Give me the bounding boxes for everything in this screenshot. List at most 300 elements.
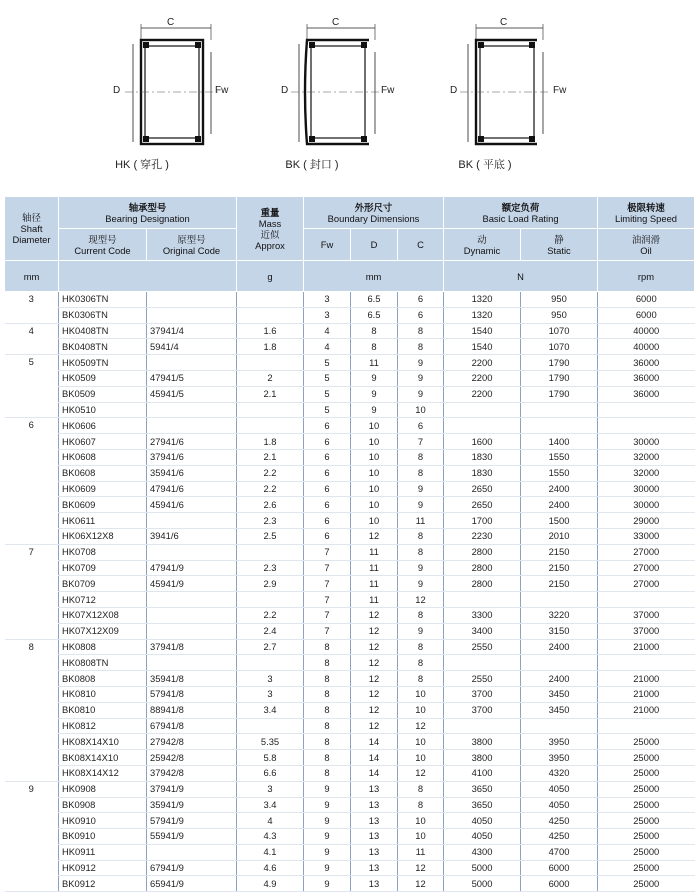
d-cell: 11	[351, 355, 398, 371]
dynamic-load-cell	[444, 402, 521, 418]
c-cell: 11	[398, 513, 444, 529]
original-code-cell	[147, 623, 237, 639]
fw-cell: 8	[304, 750, 351, 766]
current-code-cell: HK0709	[59, 560, 147, 576]
mass-cell	[237, 655, 304, 671]
fw-cell: 8	[304, 718, 351, 734]
d-cell: 10	[351, 481, 398, 497]
unit-mass: g	[237, 261, 304, 292]
shaft-diameter-cell: 9	[5, 781, 59, 892]
limiting-speed-cell	[598, 592, 695, 608]
c-cell: 8	[398, 781, 444, 797]
limiting-speed-cell: 25000	[598, 765, 695, 781]
c-cell: 8	[398, 797, 444, 813]
static-load-cell	[521, 402, 598, 418]
c-cell: 9	[398, 576, 444, 592]
dynamic-load-cell: 2200	[444, 355, 521, 371]
fw-cell: 5	[304, 402, 351, 418]
table-row	[5, 844, 695, 860]
c-cell: 12	[398, 718, 444, 734]
diagram-caption: BK ( 封口 )	[285, 159, 339, 171]
limiting-speed-cell	[598, 655, 695, 671]
mass-cell: 2.3	[237, 513, 304, 529]
fw-cell: 4	[304, 339, 351, 355]
d-cell: 12	[351, 702, 398, 718]
original-code-cell: 25942/8	[147, 750, 237, 766]
dynamic-load-cell: 4050	[444, 813, 521, 829]
table-row	[5, 560, 695, 576]
diagram-caption: HK ( 穿孔 )	[115, 159, 169, 171]
c-cell: 12	[398, 592, 444, 608]
original-code-cell: 57941/8	[147, 686, 237, 702]
c-cell: 11	[398, 844, 444, 860]
fw-cell: 8	[304, 765, 351, 781]
current-code-cell: BK0709	[59, 576, 147, 592]
c-cell: 6	[398, 418, 444, 434]
table-row	[5, 576, 695, 592]
mass-cell: 2.1	[237, 449, 304, 465]
mass-cell	[237, 544, 304, 560]
d-cell: 8	[351, 323, 398, 339]
original-code-header: 原型号 Original Code	[147, 229, 237, 261]
static-header: 静 Static	[521, 229, 598, 261]
dynamic-load-cell: 3650	[444, 781, 521, 797]
static-load-cell: 4700	[521, 844, 598, 860]
boundary-dimensions-header: 外形尺寸 Boundary Dimensions	[304, 197, 444, 229]
d-cell: 12	[351, 528, 398, 544]
current-code-cell: BK0608	[59, 465, 147, 481]
original-code-cell	[147, 513, 237, 529]
dynamic-load-cell: 2200	[444, 370, 521, 386]
table-body	[5, 292, 695, 892]
table-row	[5, 781, 695, 797]
limiting-speed-cell: 25000	[598, 750, 695, 766]
c-label: C	[332, 17, 340, 28]
unit-speed: rpm	[598, 261, 695, 292]
table-row	[5, 639, 695, 655]
bk-sealed-drawing	[275, 0, 445, 160]
current-code-cell: HK0608	[59, 449, 147, 465]
current-code-cell: HK0912	[59, 860, 147, 876]
mass-cell: 3	[237, 781, 304, 797]
c-cell: 6	[398, 292, 444, 308]
d-cell: 12	[351, 623, 398, 639]
dynamic-load-cell: 1830	[444, 465, 521, 481]
dynamic-load-cell: 2800	[444, 544, 521, 560]
current-code-cell: BK0408TN	[59, 339, 147, 355]
shaft-diameter-cell: 6	[5, 418, 59, 544]
current-code-cell: BK0912	[59, 876, 147, 892]
mass-cell: 2.4	[237, 623, 304, 639]
table-row	[5, 655, 695, 671]
static-load-cell: 1550	[521, 449, 598, 465]
current-code-cell: BK0808	[59, 671, 147, 687]
fw-cell: 5	[304, 355, 351, 371]
table-row	[5, 307, 695, 323]
static-load-cell: 1550	[521, 465, 598, 481]
d-cell: 12	[351, 671, 398, 687]
original-code-cell: 47941/9	[147, 560, 237, 576]
original-code-cell: 5941/4	[147, 339, 237, 355]
limiting-speed-cell: 32000	[598, 449, 695, 465]
limiting-speed-cell: 36000	[598, 355, 695, 371]
current-code-cell: BK0910	[59, 829, 147, 845]
dynamic-load-cell: 3700	[444, 702, 521, 718]
fw-cell: 9	[304, 860, 351, 876]
static-load-cell: 4250	[521, 813, 598, 829]
fw-cell: 8	[304, 639, 351, 655]
d-cell: 11	[351, 560, 398, 576]
mass-cell: 4.9	[237, 876, 304, 892]
original-code-cell: 47941/6	[147, 481, 237, 497]
limiting-speed-cell: 27000	[598, 544, 695, 560]
mass-cell: 2.7	[237, 639, 304, 655]
limiting-speed-cell: 21000	[598, 686, 695, 702]
d-cell: 12	[351, 607, 398, 623]
c-cell: 8	[398, 655, 444, 671]
d-cell: 9	[351, 386, 398, 402]
table-row	[5, 465, 695, 481]
current-code-cell: BK0306TN	[59, 307, 147, 323]
d-cell: 13	[351, 829, 398, 845]
mass-cell	[237, 402, 304, 418]
dynamic-load-cell	[444, 718, 521, 734]
dynamic-load-cell: 1540	[444, 323, 521, 339]
d-label: D	[450, 85, 458, 96]
dynamic-load-cell: 1320	[444, 307, 521, 323]
table-row	[5, 370, 695, 386]
fw-cell: 7	[304, 592, 351, 608]
table-row	[5, 829, 695, 845]
dynamic-load-cell: 2800	[444, 576, 521, 592]
current-code-cell: HK0911	[59, 844, 147, 860]
limiting-speed-cell: 25000	[598, 876, 695, 892]
hk-drawing	[105, 0, 275, 160]
static-load-cell: 2400	[521, 481, 598, 497]
original-code-cell: 45941/6	[147, 497, 237, 513]
original-code-cell: 27941/6	[147, 434, 237, 450]
table-row	[5, 418, 695, 434]
fw-cell: 6	[304, 481, 351, 497]
mass-cell: 2.2	[237, 465, 304, 481]
mass-cell: 2.1	[237, 386, 304, 402]
current-code-cell: HK0609	[59, 481, 147, 497]
shaft-diameter-cell: 7	[5, 544, 59, 639]
c-cell: 8	[398, 671, 444, 687]
dynamic-load-cell: 2550	[444, 671, 521, 687]
mass-cell: 6.6	[237, 765, 304, 781]
d-cell: 13	[351, 797, 398, 813]
d-cell: 8	[351, 339, 398, 355]
c-cell: 8	[398, 449, 444, 465]
dynamic-load-cell: 1540	[444, 339, 521, 355]
dynamic-load-cell: 1600	[444, 434, 521, 450]
original-code-cell	[147, 418, 237, 434]
c-header: C	[398, 229, 444, 261]
d-cell: 14	[351, 750, 398, 766]
original-code-cell: 37941/4	[147, 323, 237, 339]
c-cell: 12	[398, 765, 444, 781]
c-cell: 10	[398, 734, 444, 750]
d-header: D	[351, 229, 398, 261]
shaft-diameter-header: 轴径 Shaft Diameter	[5, 197, 59, 261]
dynamic-load-cell	[444, 418, 521, 434]
d-cell: 14	[351, 734, 398, 750]
current-code-cell: HK0611	[59, 513, 147, 529]
d-cell: 6.5	[351, 307, 398, 323]
fw-cell: 6	[304, 528, 351, 544]
original-code-cell: 67941/8	[147, 718, 237, 734]
c-cell: 8	[398, 323, 444, 339]
d-cell: 6.5	[351, 292, 398, 308]
shaft-diameter-cell: 3	[5, 292, 59, 324]
table-row	[5, 592, 695, 608]
limiting-speed-cell	[598, 718, 695, 734]
limiting-speed-cell: 40000	[598, 323, 695, 339]
c-cell: 9	[398, 497, 444, 513]
mass-cell	[237, 292, 304, 308]
current-code-cell: HK07X12X08	[59, 607, 147, 623]
static-load-cell: 1790	[521, 370, 598, 386]
current-code-cell: BK0609	[59, 497, 147, 513]
current-code-cell: BK0509	[59, 386, 147, 402]
limiting-speed-cell: 40000	[598, 339, 695, 355]
limiting-speed-cell: 6000	[598, 307, 695, 323]
current-code-cell: BK0810	[59, 702, 147, 718]
original-code-cell	[147, 607, 237, 623]
static-load-cell: 4320	[521, 765, 598, 781]
limiting-speed-cell: 21000	[598, 702, 695, 718]
dynamic-load-cell: 3700	[444, 686, 521, 702]
dynamic-load-cell: 2550	[444, 639, 521, 655]
static-load-cell: 4050	[521, 781, 598, 797]
original-code-cell: 45941/9	[147, 576, 237, 592]
mass-cell: 1.8	[237, 339, 304, 355]
diagram-bk-flat	[445, 0, 615, 195]
dynamic-load-cell: 4100	[444, 765, 521, 781]
dynamic-load-cell: 3650	[444, 797, 521, 813]
fw-cell: 4	[304, 323, 351, 339]
current-code-cell: HK08X14X10	[59, 734, 147, 750]
mass-cell: 3	[237, 671, 304, 687]
current-code-cell: HK0808	[59, 639, 147, 655]
current-code-cell: HK0606	[59, 418, 147, 434]
current-code-cell: HK0607	[59, 434, 147, 450]
table-row	[5, 355, 695, 371]
c-cell: 9	[398, 560, 444, 576]
c-cell: 10	[398, 750, 444, 766]
current-code-cell: HK0712	[59, 592, 147, 608]
limiting-speed-cell: 27000	[598, 576, 695, 592]
limiting-speed-cell: 25000	[598, 844, 695, 860]
mass-cell: 2.2	[237, 481, 304, 497]
original-code-cell	[147, 844, 237, 860]
mass-cell: 2.9	[237, 576, 304, 592]
fw-cell: 9	[304, 781, 351, 797]
fw-cell: 6	[304, 497, 351, 513]
c-cell: 10	[398, 813, 444, 829]
static-load-cell: 3450	[521, 686, 598, 702]
fw-cell: 8	[304, 655, 351, 671]
static-load-cell: 950	[521, 307, 598, 323]
limiting-speed-cell: 6000	[598, 292, 695, 308]
static-load-cell: 2010	[521, 528, 598, 544]
limiting-speed-cell: 30000	[598, 434, 695, 450]
mass-cell: 2.3	[237, 560, 304, 576]
c-cell: 9	[398, 481, 444, 497]
table-row	[5, 671, 695, 687]
original-code-cell	[147, 655, 237, 671]
static-load-cell: 4050	[521, 797, 598, 813]
fw-cell: 8	[304, 702, 351, 718]
d-cell: 13	[351, 813, 398, 829]
mass-cell: 1.6	[237, 323, 304, 339]
current-code-header: 现型号 Current Code	[59, 229, 147, 261]
shaft-diameter-cell: 8	[5, 639, 59, 781]
fw-cell: 6	[304, 449, 351, 465]
dynamic-load-cell: 4050	[444, 829, 521, 845]
d-cell: 13	[351, 781, 398, 797]
current-code-cell: HK0306TN	[59, 292, 147, 308]
table-row	[5, 607, 695, 623]
mass-cell: 3	[237, 686, 304, 702]
mass-cell: 3.4	[237, 702, 304, 718]
c-label: C	[500, 17, 508, 28]
static-load-cell: 3950	[521, 750, 598, 766]
mass-cell: 4	[237, 813, 304, 829]
d-cell: 11	[351, 592, 398, 608]
dynamic-load-cell: 3800	[444, 750, 521, 766]
c-cell: 9	[398, 355, 444, 371]
fw-cell: 7	[304, 560, 351, 576]
dynamic-load-cell: 3300	[444, 607, 521, 623]
original-code-cell: 37942/8	[147, 765, 237, 781]
dynamic-load-cell: 3800	[444, 734, 521, 750]
dynamic-load-cell: 5000	[444, 876, 521, 892]
fw-header: Fw	[304, 229, 351, 261]
mass-cell	[237, 307, 304, 323]
mass-cell	[237, 418, 304, 434]
dynamic-load-cell: 4300	[444, 844, 521, 860]
d-cell: 10	[351, 513, 398, 529]
limiting-speed-cell: 21000	[598, 671, 695, 687]
fw-cell: 9	[304, 876, 351, 892]
original-code-cell: 35941/8	[147, 671, 237, 687]
c-cell: 12	[398, 860, 444, 876]
fw-cell: 3	[304, 292, 351, 308]
static-load-cell: 2150	[521, 544, 598, 560]
fw-label: Fw	[381, 85, 395, 96]
fw-cell: 5	[304, 370, 351, 386]
table-row	[5, 797, 695, 813]
d-label: D	[281, 85, 289, 96]
mass-cell	[237, 355, 304, 371]
d-cell: 12	[351, 639, 398, 655]
static-load-cell: 2400	[521, 497, 598, 513]
limiting-speed-cell: 25000	[598, 781, 695, 797]
static-load-cell: 2150	[521, 576, 598, 592]
fw-label: Fw	[215, 85, 229, 96]
original-code-cell: 3941/6	[147, 528, 237, 544]
table-row	[5, 292, 695, 308]
d-cell: 10	[351, 418, 398, 434]
dynamic-load-cell: 2650	[444, 497, 521, 513]
d-cell: 10	[351, 497, 398, 513]
c-cell: 8	[398, 465, 444, 481]
limiting-speed-cell: 25000	[598, 829, 695, 845]
static-load-cell: 3220	[521, 607, 598, 623]
table-row	[5, 497, 695, 513]
mass-cell: 5.35	[237, 734, 304, 750]
limiting-speed-cell: 33000	[598, 528, 695, 544]
dynamic-load-cell	[444, 655, 521, 671]
limiting-speed-cell: 36000	[598, 386, 695, 402]
c-cell: 8	[398, 544, 444, 560]
current-code-cell: HK0510	[59, 402, 147, 418]
bk-flat-drawing	[445, 0, 615, 160]
dynamic-load-cell: 2800	[444, 560, 521, 576]
mass-cell: 2.5	[237, 528, 304, 544]
unit-load: N	[444, 261, 598, 292]
original-code-cell: 47941/5	[147, 370, 237, 386]
mass-header: 重量 Mass 近似 Approx	[237, 197, 304, 261]
limiting-speed-cell: 25000	[598, 797, 695, 813]
bearing-spec-table	[4, 196, 695, 892]
original-code-cell: 37941/6	[147, 449, 237, 465]
dynamic-load-cell: 1830	[444, 449, 521, 465]
original-code-cell	[147, 402, 237, 418]
dynamic-load-cell: 5000	[444, 860, 521, 876]
static-load-cell	[521, 718, 598, 734]
limiting-speed-cell: 27000	[598, 560, 695, 576]
table-row	[5, 528, 695, 544]
d-cell: 14	[351, 765, 398, 781]
limiting-speed-cell	[598, 418, 695, 434]
mass-cell: 5.8	[237, 750, 304, 766]
static-load-cell: 950	[521, 292, 598, 308]
c-label: C	[167, 17, 175, 28]
fw-cell: 6	[304, 434, 351, 450]
dynamic-header: 动 Dynamic	[444, 229, 521, 261]
fw-cell: 6	[304, 513, 351, 529]
static-load-cell: 1790	[521, 386, 598, 402]
table-header	[5, 197, 695, 292]
table-row	[5, 702, 695, 718]
mass-cell: 4.1	[237, 844, 304, 860]
table-row	[5, 434, 695, 450]
original-code-cell	[147, 592, 237, 608]
table-row	[5, 860, 695, 876]
mass-cell	[237, 718, 304, 734]
c-cell: 7	[398, 434, 444, 450]
dynamic-load-cell: 2200	[444, 386, 521, 402]
dynamic-load-cell	[444, 592, 521, 608]
original-code-cell: 35941/9	[147, 797, 237, 813]
d-cell: 10	[351, 449, 398, 465]
static-load-cell: 2400	[521, 671, 598, 687]
limiting-speed-cell	[598, 402, 695, 418]
fw-cell: 8	[304, 686, 351, 702]
limiting-speed-cell: 25000	[598, 734, 695, 750]
diagram-caption: BK ( 平底 )	[458, 159, 512, 171]
shaft-diameter-cell: 5	[5, 355, 59, 418]
limiting-speed-cell: 32000	[598, 465, 695, 481]
table-row	[5, 481, 695, 497]
dynamic-load-cell: 1700	[444, 513, 521, 529]
current-code-cell: HK0810	[59, 686, 147, 702]
d-cell: 13	[351, 844, 398, 860]
limiting-speed-cell: 21000	[598, 639, 695, 655]
